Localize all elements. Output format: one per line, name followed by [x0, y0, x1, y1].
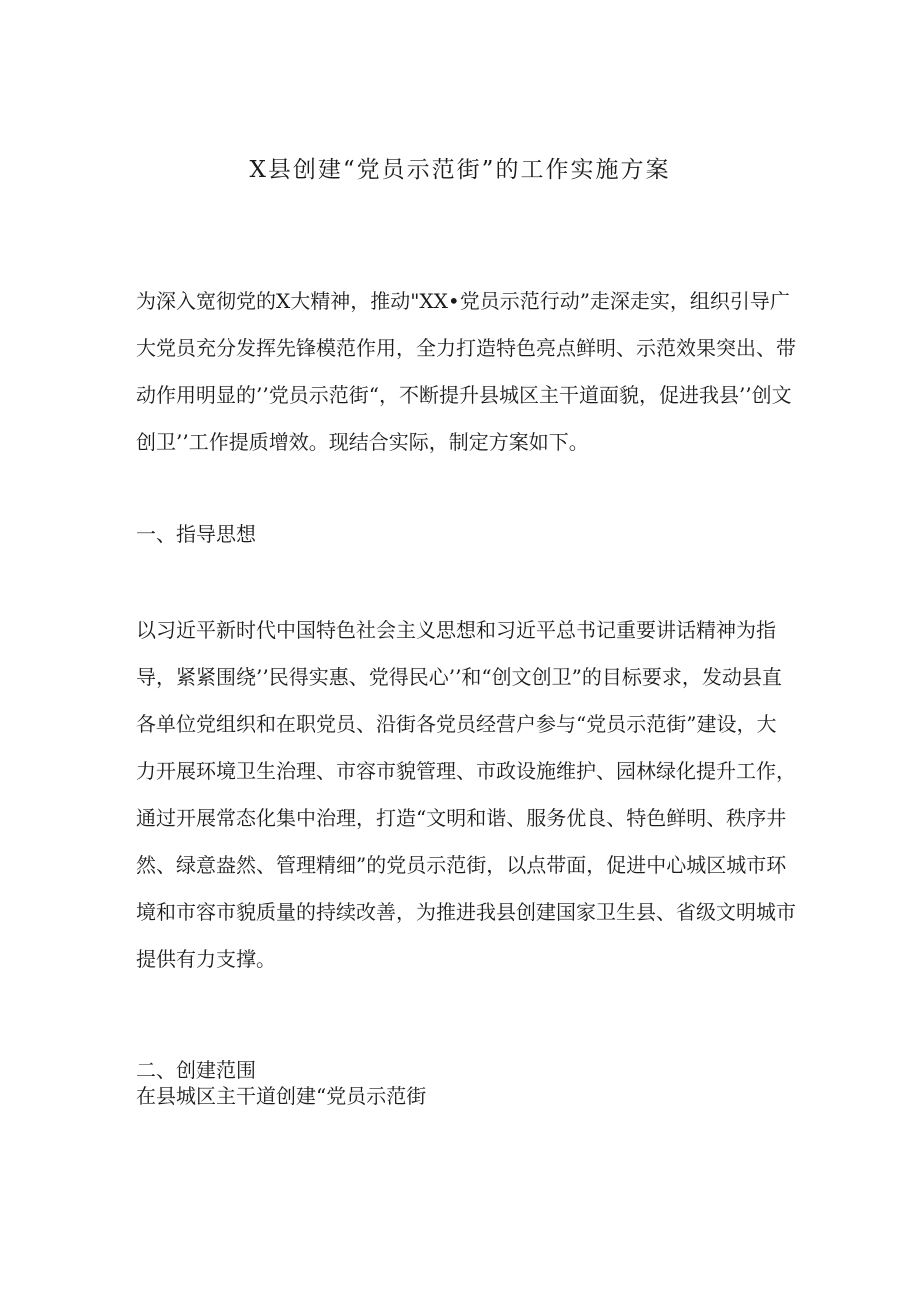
- document-title: X县创建“党员示范街”的工作实施方案: [249, 157, 671, 183]
- section-heading-scope: 二、创建范围: [136, 1058, 256, 1082]
- scope-paragraph: 在县城区主干道创建“党员示范街: [136, 1084, 427, 1108]
- intro-paragraph: 为深入宽彻党的X大精神，推动"XX•党员示范行动”走深走实，组织引导广大党员充分发挥先锋模范作用，全力打造特色亮点鲜明、示范效果突出、带动作用明显的’’党员示范街“，不断提升县城区主干道面貌，促进我县’’创文创卫’’工作提质增效。现结合实际，制定方案如下。: [136, 289, 796, 454]
- section-heading-guiding-ideology: 一、指导思想: [136, 522, 256, 546]
- guiding-ideology-paragraph: 以习近平新时代中国特色社会主义思想和习近平总书记重要讲话精神为指导，紧紧围绕’’民得实惠、党得民心’’和“创文创卫”的目标要求，发动县直各单位党组织和在职党员、沿街各党员经营户参与“党员示范街”建设，大力开展环境卫生治理、市容市貌管理、市政设施维护、园林绿化提升工作，通过开展常态化集中治理，打造“文明和谐、服务优良、特色鲜明、秩序井然、绿意盎然、管理精细”的党员示范街，以点带面，促进中心城区城市环境和市容市貌质量的持续改善，为推进我县创建国家卫生县、省级文明城市提供有力支撑。: [136, 618, 796, 971]
